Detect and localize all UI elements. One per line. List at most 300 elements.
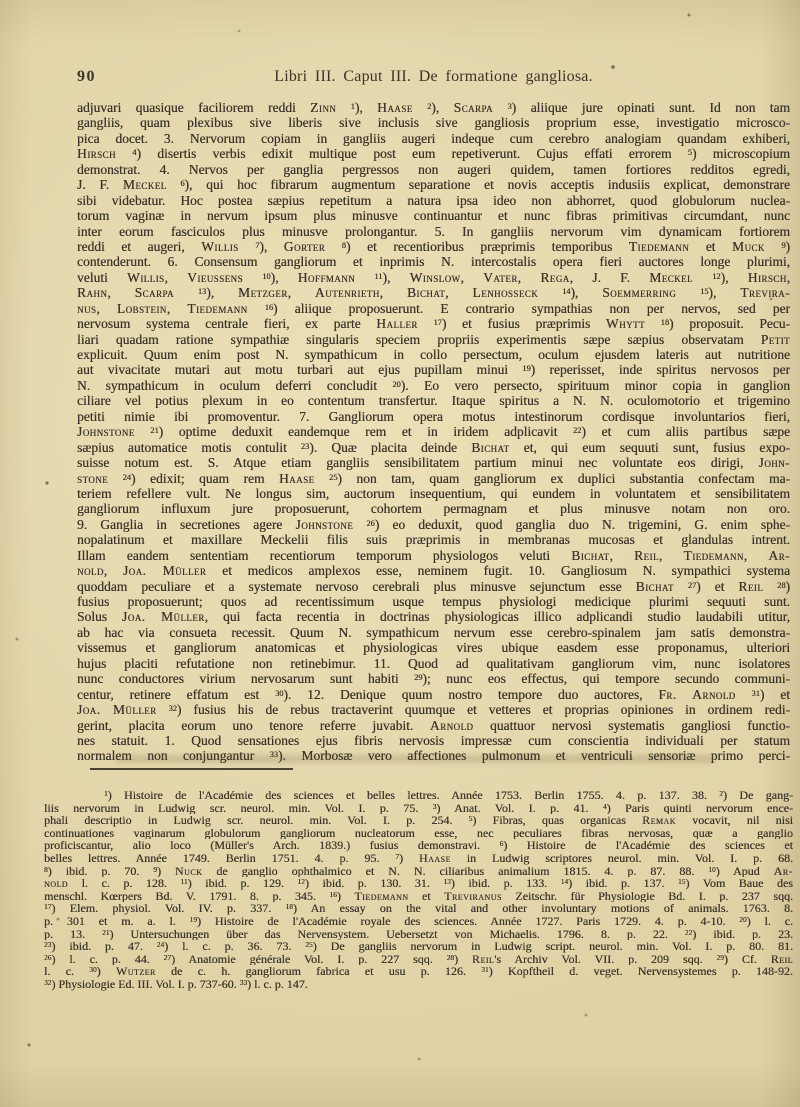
author-name: Haase	[377, 100, 413, 115]
text-line	[44, 940, 793, 953]
text-line	[77, 625, 790, 640]
text-span	[239, 239, 256, 254]
footnote-reference: 19	[522, 364, 531, 374]
text-span: ) Vom Baue des	[685, 877, 793, 890]
footnote-reference: 24	[156, 940, 165, 950]
text-span: ) ibid. p. 133.	[450, 877, 561, 890]
text-line	[44, 865, 793, 878]
author-name: Meckel	[649, 269, 693, 285]
text-line	[44, 789, 793, 802]
footnote-reference: 2	[427, 101, 432, 111]
text-span: torum vaginæ in nervum ipsum plus minusve continuantur et nunc fibras primitivas circumdant, nunc	[77, 208, 790, 224]
text-span: ) l. c.	[746, 914, 793, 928]
footnote-reference: 14	[562, 287, 571, 297]
text-span: ) Physiologie Ed. III. Vol. I. p. 737-60.	[51, 977, 240, 991]
text-span: 's Archiv Vol. VII. p. 209 sqq.	[494, 952, 717, 966]
text-span: hujus placiti refutatione non retinebimur. 11. Quod ad qualitativam gangliorum vim, nunc isolatores	[77, 655, 790, 671]
text-span: et	[689, 238, 732, 254]
author-name: Tiedemann	[628, 238, 690, 254]
text-span: ),	[382, 269, 410, 285]
footnote-reference: 17	[433, 317, 442, 327]
text-span: ) l. c. p. 147.	[247, 977, 308, 991]
author-name: Wutzer	[115, 965, 156, 978]
footnote-reference: 19	[189, 915, 198, 925]
author-name: John-	[758, 455, 790, 471]
author-name: Hirsch	[77, 146, 116, 162]
author-name: Haase	[418, 851, 451, 865]
text-line	[77, 362, 790, 377]
footnote-reference: 33	[269, 750, 278, 760]
text-span: ) ibid. p. 137.	[568, 877, 678, 890]
text-span	[315, 471, 330, 486]
text-line	[77, 671, 790, 686]
text-line	[77, 563, 790, 578]
footnote-reference: 15	[678, 877, 686, 887]
text-span: ),	[720, 269, 748, 285]
text-span: ) Histoire de l'Académie des sciences et belles lettres. Année 1753. Berlin 1755. 4. p. 137. 38.	[107, 789, 720, 802]
footnote-reference: 14	[560, 877, 569, 887]
author-name: Tiedemann	[354, 889, 409, 903]
text-line	[77, 146, 790, 161]
text-span: ,	[517, 269, 541, 285]
text-span: pica docet. 3. Nervorum copiam in gangliis augeri indeque cum cerebro analogiam quandam exhiberi,	[77, 130, 790, 146]
text-span	[135, 424, 151, 439]
text-span: p. 13.	[44, 927, 103, 941]
text-span: ,	[96, 300, 117, 316]
footnote-reference: 6	[180, 179, 185, 189]
text-line	[77, 301, 790, 316]
text-span: vocavit, nil nisi	[675, 814, 793, 827]
text-span: gangliis, quam plexibus sive liberis sive inclusis sive gangliosis proprium esse, investigatio microsco-	[77, 115, 790, 131]
text-span: de c. h. gangliorum fabrica et usu p. 126.	[155, 965, 482, 978]
text-line	[77, 393, 790, 408]
text-span: proficiscantur, alio loco (Müller's Arch. 1839.) fusius demonstravi.	[44, 839, 500, 852]
footnote-reference: 12	[297, 877, 305, 887]
text-span: ) Histoire de l'Académie royale des sciences. Année 1727. Paris 1729. 4. p. 4-10.	[197, 914, 740, 928]
text-line	[77, 656, 790, 671]
text-span: ,	[743, 547, 769, 563]
text-span: centur, retinere effatum est	[77, 686, 276, 702]
author-name: Ar-	[768, 547, 790, 563]
text-span	[413, 100, 427, 115]
author-name: Whytt	[605, 316, 645, 332]
text-span: l. c. p. 128.	[68, 877, 181, 890]
text-span: nes statuit. 1. Quod sensationes ejus fibris nervosis impressæ cum conscientia individuali per statum	[77, 732, 790, 748]
text-span: ,	[460, 269, 484, 285]
text-span	[336, 100, 350, 115]
text-span: ) ibid. p. 23.	[692, 927, 793, 941]
text-line	[77, 332, 790, 347]
footnote-reference: 29	[414, 673, 423, 683]
text-line	[77, 501, 790, 516]
author-name: stone	[77, 470, 109, 486]
footnote-separator-rule	[90, 768, 293, 770]
footnote-reference: 10	[708, 864, 716, 874]
text-span: )	[785, 238, 790, 254]
footnote-reference: 28	[777, 580, 786, 590]
author-name: Reil	[770, 952, 793, 966]
text-line	[77, 131, 790, 146]
author-name: Haller	[376, 316, 418, 332]
author-name: Willis	[201, 238, 239, 254]
text-span: )	[96, 965, 116, 978]
text-span: quattuor nervosi systematis gangliosi functio-	[473, 717, 790, 733]
text-line	[44, 902, 793, 915]
text-line	[44, 802, 793, 815]
footnote-reference: 25	[329, 472, 338, 482]
text-span: aut vivacitate mutari aut motu turbari aut ejus pupillam minui	[77, 362, 523, 378]
text-span: ),	[270, 269, 298, 285]
author-name: Willis	[127, 269, 165, 285]
text-line	[44, 877, 793, 890]
text-span	[674, 579, 688, 594]
footnotes	[44, 789, 793, 991]
text-span: ),	[206, 285, 238, 301]
text-span: quoddam peculiare et a systemate nervoso cerebrali plus minusve sejunctum esse	[77, 578, 636, 594]
author-name: Reil	[471, 952, 495, 966]
text-span: ) microscopium	[691, 146, 790, 162]
text-span: ) An essay on the vital and other involuntary motions of animals. 1763. 8.	[292, 902, 793, 915]
text-span: ) Fibras, quas organicas	[472, 814, 643, 827]
author-name: Joa. Müller	[122, 563, 207, 579]
text-span	[243, 270, 262, 285]
text-line	[77, 115, 790, 130]
footnote-reference: 17	[44, 902, 52, 912]
text-line	[77, 224, 790, 239]
author-name: nus	[77, 300, 97, 316]
text-span: )	[454, 952, 472, 966]
text-span: ) ibid. p. 130. 31.	[304, 877, 444, 890]
text-span: l. c.	[44, 965, 90, 978]
text-line	[44, 965, 793, 978]
author-name: nold	[44, 877, 69, 890]
text-span: ) ibid. p. 70.	[47, 864, 154, 878]
text-line	[44, 928, 793, 941]
text-span: et, qui eum sequuti sunt, fusius expo-	[509, 439, 790, 455]
text-span: ) et recentioribus præprimis temporibus	[345, 238, 629, 254]
footnote-reference: 1	[350, 101, 355, 111]
text-span: ),	[570, 285, 603, 301]
text-line	[77, 532, 790, 547]
text-span: ) non tam, quam gangliorum ex duplici substantia confectam ma-	[337, 470, 790, 486]
text-span: ),	[259, 238, 284, 254]
text-span: et	[408, 889, 445, 903]
text-span	[157, 702, 169, 717]
text-line	[77, 471, 790, 486]
text-span: ) edixit; quam rem	[130, 470, 279, 486]
text-span: ) Anatomie générale Vol. I. p. 227 sqq.	[171, 952, 447, 966]
author-name: Scarpa	[134, 285, 174, 301]
text-span: gerint, placita eorum uno tenore referre juvabit.	[77, 717, 430, 733]
text-line	[44, 827, 793, 840]
text-span: ) Histoire de l'Académie des sciences et	[503, 839, 793, 852]
footnote-reference: 8	[341, 240, 346, 250]
text-span: petiti nimie ibi promoventur. 7. Gangliorum opera motus intestinorum cordisque involuntarios fieri,	[77, 408, 790, 424]
text-span	[645, 316, 661, 331]
footnote-reference: 18	[660, 317, 669, 327]
footnote-reference: 12	[712, 271, 721, 281]
author-name: Petit	[760, 331, 790, 347]
author-name: Winslow	[409, 269, 461, 285]
text-span: liis nervorum in Ludwig scr. neurol. min. Vol. I. p. 75.	[44, 801, 433, 815]
footnote-reference: 18	[285, 902, 293, 912]
footnote-reference: 2	[719, 789, 723, 799]
author-name: Soemmerring	[602, 285, 677, 301]
footnote-reference: 28	[446, 952, 455, 962]
text-line	[77, 409, 790, 424]
text-span	[167, 177, 181, 192]
footnote-reference: 16	[329, 889, 337, 899]
text-line	[77, 162, 790, 177]
text-span: sibi videbatur. Hoc postea sæpius repetitum a natura ipsa ideo non abhorret, quod globulorum nuclea-	[77, 192, 790, 208]
text-span: ,	[658, 547, 684, 563]
text-span: ,	[609, 547, 635, 563]
text-line	[44, 814, 793, 827]
footnote-reference: 22	[573, 426, 582, 436]
text-span: ) et	[696, 578, 739, 594]
footnote-reference: 27	[163, 952, 172, 962]
text-span: ). Morbosæ vero affectiones pulmonum et ventriculi sensoriæ primo perci-	[277, 748, 790, 764]
text-span: adjuvari quasique faciliorem reddi	[77, 100, 311, 115]
footnote-reference: 22	[684, 927, 693, 937]
text-line	[77, 733, 790, 748]
text-span: , qui facta recentia in doctrinas physiologicas illico adplicandi studio laudabili utitur,	[204, 609, 790, 625]
text-line	[77, 486, 790, 501]
author-name: Treviranus	[444, 889, 502, 903]
text-span: teriem refellere vult. Ne longus sim, auctorum insequentium, qui eundem in voluntatem et sensibilitatem	[77, 485, 790, 501]
author-name: Reil	[738, 578, 764, 594]
text-line	[77, 270, 790, 285]
author-name: Remak	[642, 814, 676, 827]
footnote-reference: 6	[499, 839, 504, 849]
text-span: et medicos amplexos esse, neminem fugit. 10. Gangliosum N. sympathici systema	[206, 563, 790, 579]
text-line	[77, 177, 790, 192]
footnote-reference: 7	[255, 240, 260, 250]
footnote-reference: 7	[395, 852, 400, 862]
text-span: explicuit. Quum enim post N. sympathicum in collo persectum, oculum ejusdem lateris aut nutritione	[77, 347, 790, 362]
footnote-reference: 5	[468, 814, 473, 824]
footnote-reference: 9	[153, 864, 157, 874]
text-span: ,	[164, 269, 188, 285]
footnote-reference: 5	[687, 148, 692, 158]
text-span: ) Paris quinti nervorum ence-	[606, 801, 793, 815]
text-span: ),	[708, 285, 741, 301]
text-span: ) Kopftheil d. veget. Nervensystemes p. 148-92.	[488, 965, 793, 978]
footnote-reference: 32	[44, 978, 52, 988]
footnote-reference: 3	[507, 101, 512, 111]
text-span	[353, 517, 366, 532]
author-name: Autenrieth	[314, 285, 380, 301]
footnote-reference: 23	[300, 441, 310, 451]
text-span: sæpius automatice motis contulit	[77, 439, 301, 455]
footnote-reference: 32	[168, 703, 177, 713]
author-name: Tiedemann	[187, 300, 248, 316]
text-line	[77, 455, 790, 470]
author-name: Johnstone	[295, 516, 354, 532]
text-span: ) optime deduxit eandemque rem et in iridem adplicavit	[158, 424, 573, 440]
text-span	[693, 270, 712, 285]
text-line	[77, 347, 790, 362]
author-name: Joa. Müller	[77, 702, 157, 718]
text-span: nunc conductores virium nervosarum sunt habiti	[77, 671, 415, 687]
text-line	[77, 378, 790, 393]
text-line	[77, 548, 790, 563]
footnote-reference: 1	[104, 789, 108, 799]
author-name: Bichat	[406, 285, 446, 301]
footnote-reference: 33	[239, 978, 248, 988]
footnote-reference: 20	[392, 379, 401, 389]
footnote-reference: 24	[122, 472, 131, 482]
author-name: Ar-	[773, 864, 793, 878]
running-title: Libri III. Caput III. De formatione gangliosa.	[274, 68, 593, 85]
text-span: N. sympathicum in oculum deferri concludit	[77, 377, 393, 393]
text-span: )	[336, 889, 355, 903]
text-span: ). 12. Denique quum nostro tempore duo auctores,	[283, 686, 659, 702]
text-span: contenderunt. 6. Consensum gangliorum et inprimis N. intercostalis opera fieri auctores longe plurimi,	[77, 254, 790, 270]
author-name: Metzger	[238, 285, 288, 301]
author-name: Rega	[540, 269, 570, 285]
author-name: Bichat	[471, 439, 510, 455]
author-name: Bichat	[571, 547, 610, 563]
footnote-reference: 11	[180, 877, 188, 887]
text-span: ,	[103, 563, 123, 579]
text-span	[493, 100, 507, 115]
text-line	[44, 978, 793, 991]
footnote-reference: 21	[150, 426, 159, 436]
footnote-reference: 29	[716, 952, 724, 962]
footnote-reference: 13	[197, 287, 207, 297]
text-line	[77, 285, 790, 300]
text-line	[77, 239, 790, 254]
text-span: ) Cf.	[723, 952, 771, 966]
author-name: Hirsch	[747, 269, 787, 285]
text-span: fusius proposuerunt; quos ad recentissimum usque tempus physiologi medicique plurimi sequuti sunt.	[77, 594, 790, 609]
author-name: Arnold	[429, 717, 474, 733]
text-line	[77, 100, 790, 115]
footnote-reference: 27	[687, 580, 697, 590]
text-span: inter eorum fasciculos plus minusve prolongantur. 5. In gangliis nervorum vim dynamicam fortiorem	[77, 223, 790, 239]
text-span: Solus	[77, 609, 123, 625]
footnote-reference: 26	[44, 952, 52, 962]
footnote-reference: 30	[89, 965, 97, 975]
footnote-reference: 10	[262, 271, 271, 281]
ink-bleed-smudge	[115, 755, 715, 763]
author-name: Johnstone	[77, 424, 135, 440]
text-span: nopalatinum et maxillare Meckelii filis suis præprimis in membranas mucosas et glandulas intrent.	[77, 532, 790, 548]
text-span	[763, 579, 777, 594]
text-span	[765, 239, 782, 254]
page-number: 90	[77, 68, 96, 85]
text-line	[44, 852, 793, 865]
text-span: continuationes vaginarum globulorum gangliorum nucleatorum esse, nec peculiares fibras nervosas, quæ a ganglio	[44, 826, 793, 840]
author-name: Tiedemann	[683, 547, 744, 563]
footnote-reference: 16	[264, 302, 274, 312]
footnote-reference: 20	[739, 915, 747, 925]
text-span: ), qui hoc fibrarum augmentum separatione et novis acceptis indusiis explicat, demonstrare	[184, 177, 790, 193]
text-span: Illam eandem sententiam recentiorum temporum physiologos veluti	[77, 547, 572, 563]
author-name: Bichat	[635, 578, 674, 594]
text-span: ),	[354, 100, 378, 115]
text-span: demonstrat. 4. Nervos per ganglia pergressos non augeri quidem, tamen fortiores redditos egredi,	[77, 161, 790, 177]
text-span: ,	[166, 300, 188, 316]
text-span: ) Anat. Vol. I. p. 41.	[436, 801, 603, 815]
author-name: nold	[77, 563, 104, 579]
footnote-reference: 4	[602, 801, 607, 811]
text-line	[77, 687, 790, 702]
author-name: Joa. Müller	[122, 609, 205, 625]
text-line	[44, 839, 793, 852]
footnote-reference: 31	[751, 688, 760, 698]
text-line	[77, 208, 790, 223]
author-name: Haase	[278, 470, 315, 486]
text-span: ) et	[759, 686, 790, 702]
text-span: ciliare vel potius plexum in eo contentum transfertur. Itaque spiritus a N. N. oculomotorio et trigemino	[77, 393, 790, 409]
text-span: vissemus et gangliorum anatomicas et physiologicas vires ubique easdem esse proponamus, ulteriori	[77, 640, 790, 656]
author-name: Fr. Arnold	[658, 686, 736, 702]
author-name: Lenhosseck	[472, 285, 539, 301]
footnote-reference: 8	[44, 864, 48, 874]
text-span: ) disertis verbis edixit multique post eum repetiverunt. Cujus effati errorem	[136, 146, 688, 162]
text-span	[676, 285, 700, 300]
text-span	[248, 301, 265, 316]
author-name: Lobstein	[116, 300, 167, 316]
text-span: p. 301 et m. a. l.	[44, 914, 190, 928]
text-line	[77, 424, 790, 439]
text-span: ) aliique jure opinati sunt. Id non tam	[511, 100, 790, 115]
text-line	[77, 640, 790, 655]
text-span: phali descriptio in Ludwig scr. neurol. min. Vol. I. p. 254.	[44, 814, 469, 827]
text-span: suisse notum est. S. Atque etiam gangliis sensibilitatem partium minui nec voluntate eos dirigi,	[77, 455, 759, 471]
text-line	[77, 193, 790, 208]
author-name: Scarpa	[453, 100, 494, 115]
text-line	[77, 702, 790, 717]
text-line	[77, 316, 790, 331]
author-name: Gorter	[283, 238, 326, 254]
footnote-reference: 15	[700, 287, 709, 297]
paper-specks	[0, 0, 2, 2]
text-span	[116, 146, 132, 161]
text-span	[108, 471, 123, 486]
text-span: belles lettres. Année 1749. Berlin 1751. 4. p. 95.	[44, 851, 396, 865]
author-name: Vater	[483, 269, 518, 285]
text-span	[174, 285, 198, 300]
text-line	[77, 517, 790, 532]
text-line	[44, 890, 793, 903]
footnote-reference: 25	[305, 940, 313, 950]
text-span: ). Eo vero persecto, spirituum minor copia in ganglion	[400, 377, 790, 393]
text-span: ) reperisset, inde spiritus nervosos per	[530, 362, 790, 378]
text-line	[77, 594, 790, 609]
text-span: ). Quæ placita deinde	[309, 439, 472, 455]
text-span: , J. F.	[569, 269, 650, 285]
text-span: ) ibid. p. 47.	[51, 940, 157, 953]
text-span: ) Elem. physiol. Vol. IV. p. 337.	[51, 902, 286, 915]
text-span: normalem non conjungantur	[77, 748, 270, 764]
text-span	[538, 285, 562, 300]
body-text	[77, 100, 790, 764]
text-span: in Ludwig scriptores neurol. min. Vol. I. p. 68.	[450, 851, 793, 865]
text-span: ) De gangliis nervorum in Ludwig script. neurol. min. Vol. I. p. 80. 81.	[312, 940, 793, 953]
text-span: ) et cum aliis partibus sæpe	[581, 424, 790, 440]
text-span: ) et fusius præprimis	[441, 316, 606, 332]
footnote-reference: 11	[374, 271, 383, 281]
text-span: de ganglio ophthalmico et N. N. ciliaribus animalium 1815. 4. p. 87. 88.	[202, 864, 709, 878]
text-span: veluti	[77, 269, 128, 285]
text-span: ) proposuit. Pecu-	[669, 316, 790, 332]
text-span: gangliorum influxum jure proposuerunt, cohortem permagnam et plus minusve notam non oro.	[77, 501, 790, 517]
author-name: Muck	[731, 238, 765, 254]
text-span: )	[785, 578, 790, 594]
